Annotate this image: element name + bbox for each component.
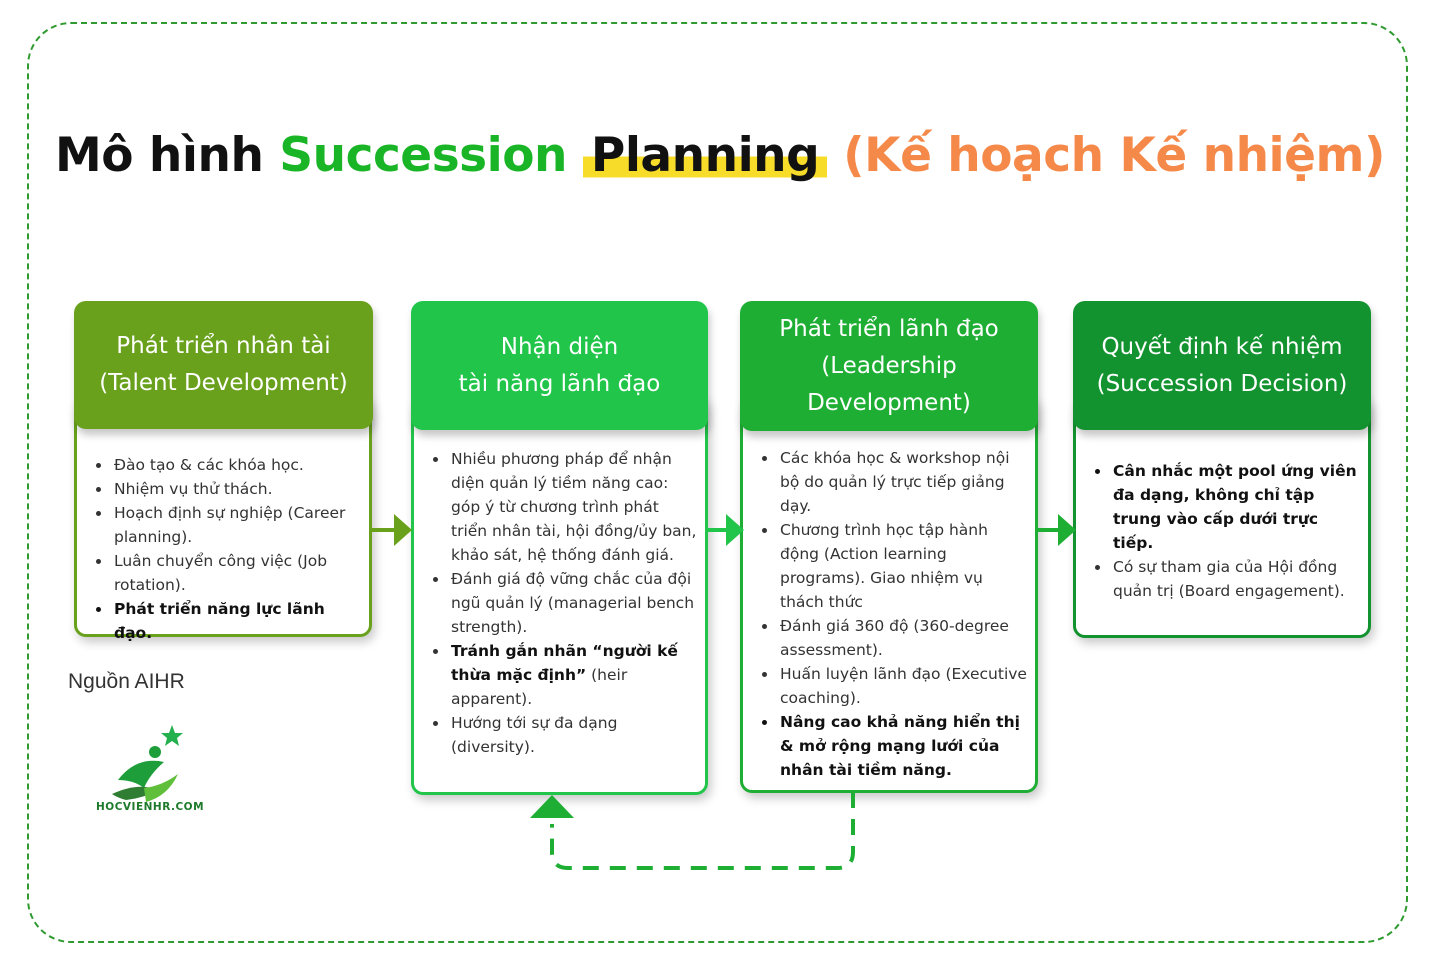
feedback-loop-arrow (520, 790, 870, 880)
stage-heading-line: tài năng lãnh đạo (458, 370, 661, 397)
list-item (112, 453, 361, 477)
list-item-text: Hướng tới sự đa dạng (diversity). (451, 714, 618, 756)
stage-card-leadership-development (740, 395, 1038, 793)
stage-card-leadership-identification (411, 395, 708, 795)
list-item-text: Cân nhắc một pool ứng viên đa dạng, không chỉ tập trung vào cấp dưới trực tiếp. (1113, 462, 1357, 552)
stage-1-list (77, 453, 361, 645)
list-item-text: Các khóa học & workshop nội bộ do quản lý trực tiếp giảng dạy. (780, 449, 1010, 515)
stage-heading-line: Phát triển lãnh đạo (779, 315, 999, 342)
list-item (449, 567, 699, 639)
stage-heading-leadership-development (740, 301, 1038, 431)
list-item (1111, 555, 1360, 603)
stage-heading-line: Nhận diện (500, 333, 619, 360)
stage-heading-succession-decision (1073, 301, 1371, 430)
arrow-stage-1-to-2 (370, 512, 414, 548)
list-item-text: Đánh giá 360 độ (360-degree assessment). (780, 617, 1009, 659)
list-item (778, 614, 1029, 662)
list-item (112, 597, 361, 645)
stage-heading-line: (Succession Decision) (1096, 370, 1348, 397)
arrow-stage-3-to-4 (1036, 512, 1078, 548)
stage-3-list (743, 446, 1029, 782)
list-item-text: Hoạch định sự nghiệp (Career planning). (114, 504, 346, 546)
logo-text: HOCVIENHR.COM (96, 801, 205, 813)
list-item (112, 501, 361, 549)
source-label: Nguồn AIHR (68, 670, 185, 693)
list-item (778, 518, 1029, 614)
stage-heading-leadership-identification (411, 301, 708, 430)
stage-heading-line: Development) (807, 389, 971, 416)
stage-heading-line: (Talent Development) (99, 370, 348, 396)
list-item-text: Có sự tham gia của Hội đồng quản trị (Board engagement). (1113, 558, 1345, 600)
title-part-4: (Kế hoạch Kế nhiệm) (843, 128, 1385, 183)
stage-card-succession-decision (1073, 395, 1371, 638)
list-item-text: Tránh gắn nhãn “người kế thừa mặc định” (451, 642, 678, 684)
list-item-text: Nâng cao khả năng hiển thị & mở rộng mạng lưới của nhân tài tiềm năng. (780, 713, 1020, 779)
stage-heading-talent-development (74, 301, 373, 429)
list-item-text: Nhiều phương pháp để nhận diện quản lý tiềm năng cao: góp ý từ chương trình phát triển nhân tài, hội đồng/ủy ban, khảo sát, hệ thống đánh giá. (451, 450, 697, 564)
list-item (112, 477, 361, 501)
list-item (1111, 459, 1360, 555)
list-item-text: Phát triển năng lực lãnh đạo. (114, 600, 325, 642)
list-item (449, 711, 699, 759)
list-item-text: Luân chuyển công việc (Job rotation). (114, 552, 328, 594)
list-item (449, 639, 699, 711)
stage-heading-line: (Leadership (821, 352, 957, 379)
title-part-1: Mô hình (55, 128, 280, 183)
list-item-text: Đánh giá độ vững chắc của đội ngũ quản lý (managerial bench strength). (451, 570, 695, 636)
arrow-stage-2-to-3 (706, 512, 746, 548)
list-item (778, 710, 1029, 782)
title-part-3: Planning (583, 128, 827, 183)
stage-heading-line: Phát triển nhân tài (116, 333, 331, 359)
list-item-text: Đào tạo & các khóa học. (114, 456, 304, 474)
stage-2-list (414, 447, 699, 759)
list-item-text: Huấn luyện lãnh đạo (Executive coaching). (780, 665, 1027, 707)
list-item (449, 447, 699, 567)
page-title (0, 128, 1440, 183)
list-item-text: Chương trình học tập hành động (Action learning programs). Giao nhiệm vụ thách thức (780, 521, 988, 611)
stage-heading-line: Quyết định kế nhiệm (1101, 333, 1343, 360)
list-item (112, 549, 361, 597)
list-item-text: Nhiệm vụ thử thách. (114, 480, 273, 498)
list-item-text: (heir apparent). (451, 666, 628, 708)
stage-card-talent-development (74, 395, 372, 642)
list-item (778, 662, 1029, 710)
title-part-2: Succession (279, 128, 567, 183)
list-item (778, 446, 1029, 518)
stage-4-list (1076, 459, 1360, 603)
